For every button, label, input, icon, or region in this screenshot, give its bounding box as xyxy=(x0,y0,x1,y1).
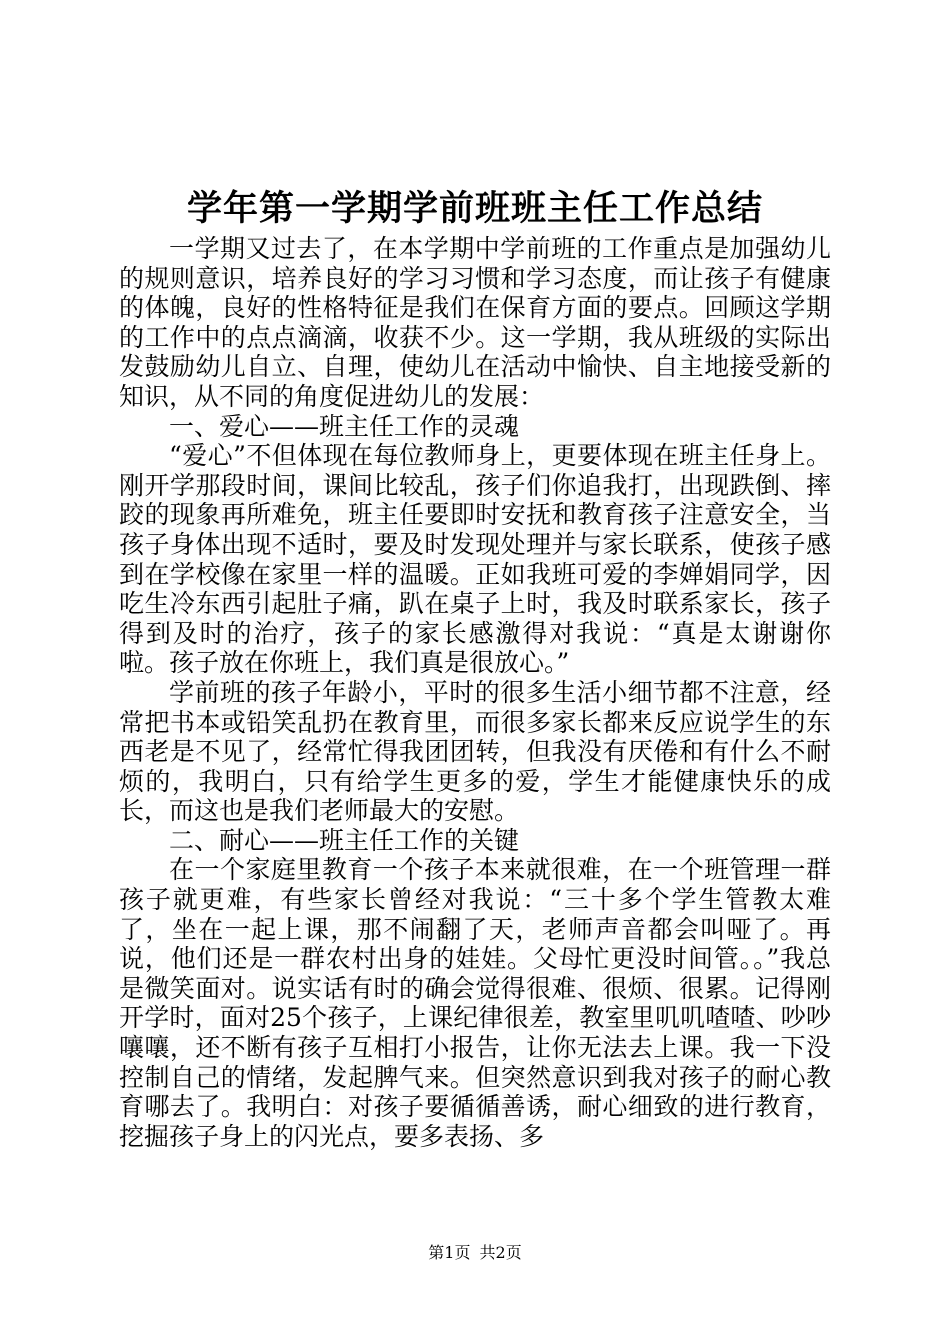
page-number-total: 共2页 xyxy=(479,1243,522,1262)
section-heading-patience: 二、耐心——班主任工作的关键 xyxy=(169,825,520,855)
document-body xyxy=(119,234,831,1151)
page-footer xyxy=(0,1243,950,1263)
section-heading-love: 一、爱心——班主任工作的灵魂 xyxy=(169,411,520,441)
page-number-current: 第1页 xyxy=(428,1243,471,1262)
paragraph-love-1: “爱心”不但体现在每位教师身上，更要体现在班主任身上。刚开学那段时间，课间比较乱，孩子们你追我打，出现跌倒、摔跤的现象再所难免，班主任要即时安抚和教育孩子注意安全，当孩子身体出现不适时，要及时发现处理并与家长联系，使孩子感到在学校像在家里一样的温暖。正如我班可爱的李婵娟同学，因吃生冷东西引起肚子痛，趴在桌子上时，我及时联系家长，孩子得到及时的治疗，孩子的家长感激得对我说：“真是太谢谢你啦。孩子放在你班上，我们真是很放心。” xyxy=(119,441,831,678)
paragraph-intro: 一学期又过去了，在本学期中学前班的工作重点是加强幼儿的规则意识，培养良好的学习习惯和学习态度，而让孩子有健康的体魄，良好的性格特征是我们在保育方面的要点。回顾这学期的工作中的点点滴滴，收获不少。这一学期，我从班级的实际出发鼓励幼儿自立、自理，使幼儿在活动中愉快、自主地接受新的知识，从不同的角度促进幼儿的发展： xyxy=(119,234,831,411)
paragraph-patience-1: 在一个家庭里教育一个孩子本来就很难，在一个班管理一群孩子就更难，有些家长曾经对我说：“三十多个学生管教太难了，坐在一起上课，那不闹翻了天，老师声音都会叫哑了。再说，他们还是一群农村出身的娃娃。父母忙更没时间管。。”我总是微笑面对。说实话有时的确会觉得很难、很烦、很累。记得刚开学时，面对25个孩子，上课纪律很差，教室里叽叽喳喳、吵吵嚷嚷，还不断有孩子互相打小报告，让你无法去上课。我一下没控制自己的情绪，发起脾气来。但突然意识到我对孩子的耐心教育哪去了。我明白：对孩子要循循善诱，耐心细致的进行教育，挖掘孩子身上的闪光点，要多表扬、多 xyxy=(119,855,831,1151)
paragraph-love-2: 学前班的孩子年龄小，平时的很多生活小细节都不注意，经常把书本或铅笑乱扔在教育里，而很多家长都来反应说学生的东西老是不见了，经常忙得我团团转，但我没有厌倦和有什么不耐烦的，我明白，只有给学生更多的爱，学生才能健康快乐的成长，而这也是我们老师最大的安慰。 xyxy=(119,677,831,826)
document-title: 学年第一学期学前班班主任工作总结 xyxy=(186,188,763,229)
